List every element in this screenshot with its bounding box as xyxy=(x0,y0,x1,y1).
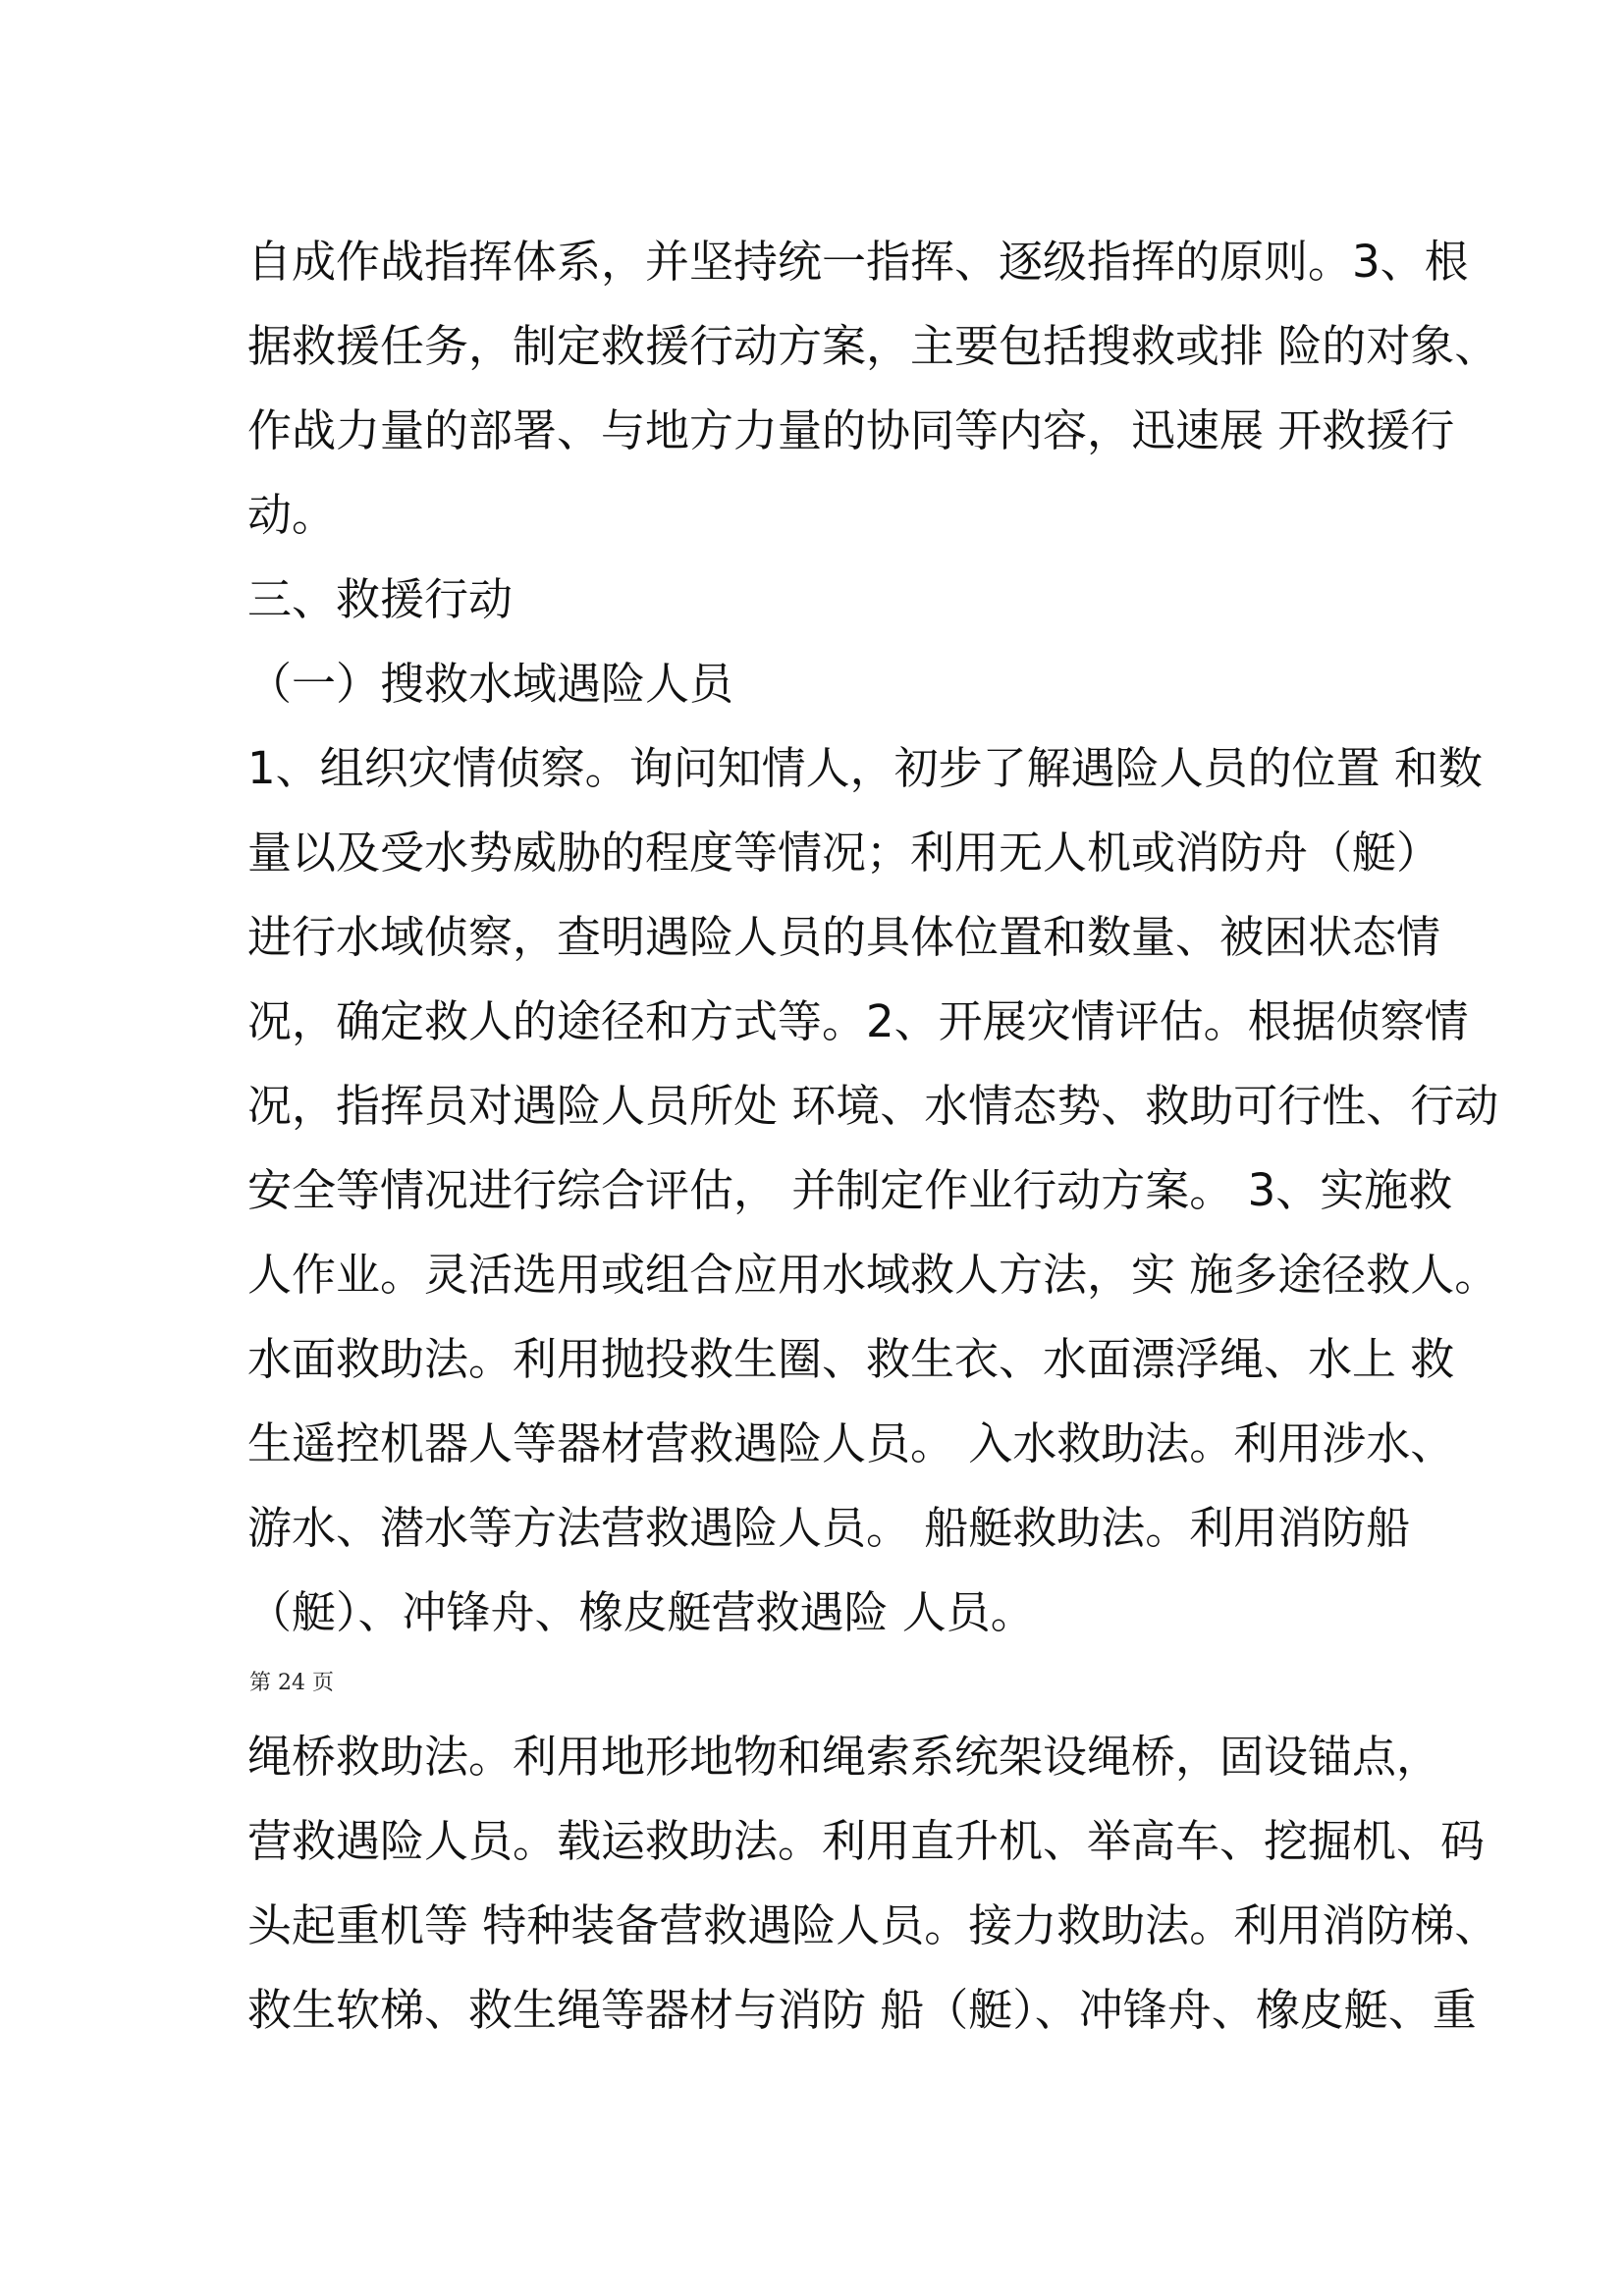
text-line: 头起重机等 特种装备营救遇险人员。接力救助法。利用消防梯、 xyxy=(247,1899,1499,1951)
text-line: 1、组织灾情侦察。询问知情人，初步了解遇险人员的位置 和数 xyxy=(247,742,1483,794)
text-line: 自成作战指挥体系，并坚持统一指挥、逐级指挥的原则。3、根 xyxy=(247,236,1469,288)
page-number: 第 24 页 xyxy=(249,1671,334,1695)
text-line: 安全等情况进行综合评估， 并制定作业行动方案。 3、实施救 xyxy=(247,1164,1453,1216)
text-line: （艇）、冲锋舟、橡皮艇营救遇险 人员。 xyxy=(247,1586,1035,1638)
text-line: 作战力量的部署、与地方力量的协同等内容，迅速展 开救援行 xyxy=(247,404,1455,456)
text-line: 人作业。灵活选用或组合应用水域救人方法，实 施多途径救人。 xyxy=(247,1249,1499,1301)
text-line: 游水、潜水等方法营救遇险人员。 船艇救助法。利用消防船 xyxy=(247,1502,1411,1554)
text-line: 水面救助法。利用抛投救生圈、救生衣、水面漂浮绳、水上 救 xyxy=(247,1333,1455,1385)
text-line: 进行水域侦察，查明遇险人员的具体位置和数量、被困状态情 xyxy=(247,911,1441,963)
subsection-heading: （一）搜救水域遇险人员 xyxy=(247,658,734,710)
text-line: 救生软梯、救生绳等器材与消防 船（艇）、冲锋舟、橡皮艇、重 xyxy=(247,1984,1477,2036)
text-line: 营救遇险人员。载运救助法。利用直升机、举高车、挖掘机、码 xyxy=(247,1815,1486,1867)
text-line: 绳桥救助法。利用地形地物和绳索系统架设绳桥，固设锚点， xyxy=(247,1731,1441,1783)
text-line: 动。 xyxy=(247,489,337,541)
text-line: 据救援任务，制定救援行动方案，主要包括搜救或排 险的对象、 xyxy=(247,320,1499,372)
section-heading: 三、救援行动 xyxy=(247,573,514,625)
text-line: 生遥控机器人等器材营救遇险人员。 入水救助法。利用涉水、 xyxy=(247,1417,1455,1469)
text-line: 量以及受水势威胁的程度等情况；利用无人机或消防舟（艇） xyxy=(247,827,1441,879)
text-line: 况，确定救人的途径和方式等。2、开展灾情评估。根据侦察情 xyxy=(247,995,1469,1047)
text-line: 况，指挥员对遇险人员所处 环境、水情态势、救助可行性、行动 xyxy=(247,1080,1499,1132)
